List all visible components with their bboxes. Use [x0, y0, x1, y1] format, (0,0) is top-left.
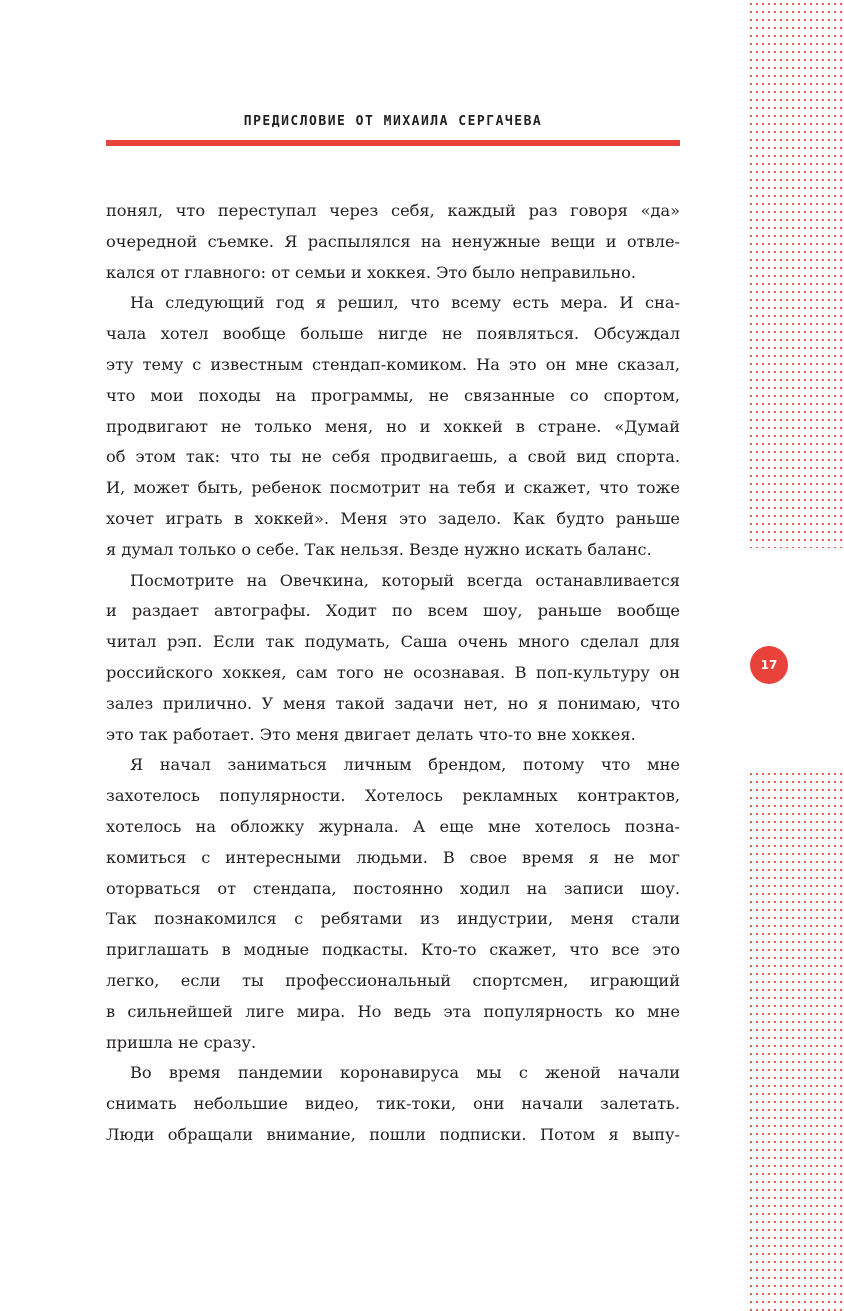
text-line: продвигают не только меня, но и хоккей в стране. «Думай: [106, 416, 680, 436]
text-line: в сильнейшей лиге мира. Но ведь эта популярность ко мне: [106, 1001, 680, 1021]
text-line: оторваться от стендапа, постоянно ходил на записи шоу.: [106, 878, 680, 898]
text-line: понял, что переступал через себя, каждый раз говоря «да»: [106, 201, 680, 220]
running-head: ПРЕДИСЛОВИЕ ОТ МИХАИЛА СЕРГАЧЕВА: [243, 114, 543, 129]
text-line: залез прилично. У меня такой задачи нет, но я понимаю, что: [106, 693, 680, 713]
header-rule: [106, 140, 680, 146]
text-line: кался от главного: от семьи и хоккея. Это было неправильно.: [106, 262, 637, 282]
text-line: Я начал заниматься личным брендом, потому что мне: [130, 755, 680, 775]
text-line: пришла не сразу.: [106, 1032, 257, 1052]
decorative-dot-pattern-top: [748, 0, 844, 548]
text-line: что мои походы на программы, не связанные со спортом,: [106, 385, 680, 405]
decorative-dot-pattern-bottom: [748, 770, 844, 1311]
text-line: эту тему с известным стендап-комиком. На это он мне сказал,: [106, 354, 680, 374]
text-line: И, может быть, ребенок посмотрит на тебя и скажет, что тоже: [106, 478, 680, 498]
text-line: захотелось популярности. Хотелось рекламных контрактов,: [106, 786, 680, 806]
text-line: хотелось на обложку журнала. А еще мне хотелось позна-: [106, 816, 680, 836]
text-line: приглашать в модные подкасты. Кто-то скажет, что все это: [106, 940, 680, 960]
text-line: и раздает автографы. Ходит по всем шоу, раньше вообще: [106, 601, 680, 621]
text-line: снимать небольшие видео, тик-токи, они начали залетать.: [106, 1094, 680, 1114]
text-line: Люди обращали внимание, пошли подписки. Потом я выпу-: [106, 1124, 680, 1144]
text-line: чала хотел вообще больше нигде не появляться. Обсуждал: [106, 324, 680, 344]
text-line: я думал только о себе. Так нельзя. Везде нужно искать баланс.: [106, 539, 652, 559]
text-line: читал рэп. Если так подумать, Саша очень много сделал для: [106, 632, 680, 652]
text-line: это так работает. Это меня двигает делать что-то вне хоккея.: [106, 724, 636, 744]
page-number-badge: 17: [750, 646, 788, 684]
text-line: об этом так: что ты не себя продвигаешь, а свой вид спорта.: [106, 447, 680, 467]
text-line: легко, если ты профессиональный спортсмен, играющий: [106, 970, 680, 990]
text-line: На следующий год я решил, что всему есть мера. И сна-: [130, 293, 680, 313]
text-line: российского хоккея, сам того не осознавая. В поп-культуру он: [106, 662, 680, 682]
text-line: Во время пандемии коронавируса мы с женой начали: [130, 1063, 680, 1083]
text-line: хочет играть в хоккей». Меня это задело. Как будто раньше: [106, 508, 680, 528]
text-line: Так познакомился с ребятами из индустрии, меня стали: [106, 909, 680, 929]
text-line: Посмотрите на Овечкина, который всегда останавливается: [130, 570, 680, 590]
text-line: очередной съемке. Я распылялся на ненужные вещи и отвле-: [106, 231, 680, 251]
text-line: комиться с интересными людьми. В свое время я не мог: [106, 847, 680, 867]
body-text: [106, 196, 680, 1151]
